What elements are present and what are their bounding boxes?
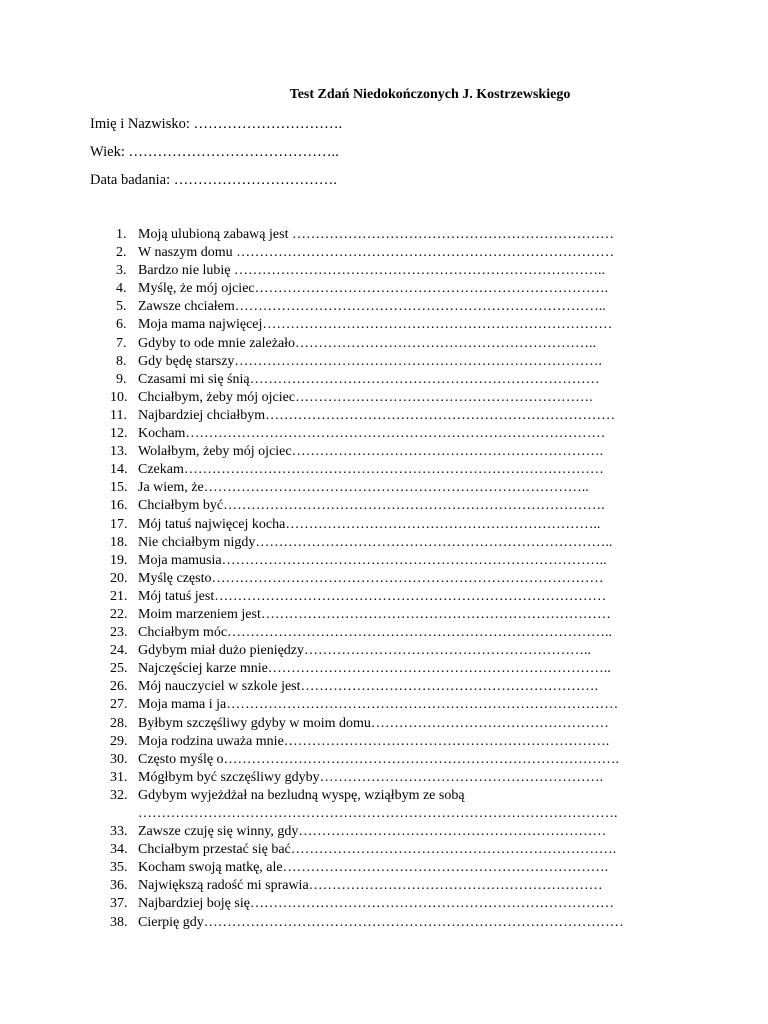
sentence-item <box>110 570 690 588</box>
sentence-number: 4. <box>116 281 127 297</box>
sentence-text: Nie chciałbym nigdy………………………………………………………………….. <box>138 534 613 550</box>
sentence-number: 35. <box>110 860 128 876</box>
sentence-text: Chciałbym być………………………………………………………………………. <box>138 498 605 514</box>
sentence-item <box>110 624 690 642</box>
document-title <box>0 86 768 104</box>
sentence-item <box>110 751 690 769</box>
sentence-text: Najczęściej karze mnie……………………………………………………………….. <box>138 661 611 677</box>
sentence-number: 36. <box>110 878 128 894</box>
sentence-text: Największą radość mi sprawia……………………………………………………… <box>138 878 603 894</box>
sentence-number: 17. <box>110 516 128 532</box>
sentence-item <box>110 914 690 932</box>
sentence-text: Chciałbym móc……………………………………………………………………….. <box>138 625 613 641</box>
sentence-text: Moja mama najwięcej………………………………………………………………… <box>138 317 613 333</box>
sentence-item <box>110 389 690 407</box>
sentence-text: Myślę często………………………………………………………………………… <box>138 570 604 586</box>
sentence-text: W naszym domu ……………………………………………………………………… <box>138 245 615 261</box>
sentence-number: 33. <box>110 824 128 840</box>
sentence-number: 26. <box>110 679 128 695</box>
sentence-text: Cierpię gdy……………………………………………………………………………… <box>138 914 624 930</box>
sentence-item <box>110 696 690 714</box>
document-title-text: Test Zdań Niedokończonych J. Kostrzewskiego <box>289 87 571 102</box>
sentence-text: Wolałbym, żeby mój ojciec…………………………………………………………. <box>138 444 604 460</box>
sentence-text: Byłbym szczęśliwy gdyby w moim domu…………………………………………… <box>138 715 609 731</box>
sentence-text: Moim marzeniem jest………………………………………………………………… <box>138 606 611 622</box>
sentence-number: 15. <box>110 480 128 496</box>
sentence-text: Chciałbym, żeby mój ojciec………………………………………………………. <box>138 389 593 405</box>
sentence-number: 6. <box>116 317 127 333</box>
sentence-number: 2. <box>116 245 127 261</box>
sentence-item <box>110 642 690 660</box>
sentence-item <box>110 787 690 805</box>
sentence-text: Gdybym miał dużo pieniędzy…………………………………………………….. <box>138 643 592 659</box>
sentence-item <box>110 479 690 497</box>
sentence-number: 19. <box>110 552 128 568</box>
sentence-number: 10. <box>110 389 128 405</box>
sentence-text: Moją ulubioną zabawą jest …………………………………………………………… <box>138 227 614 242</box>
sentence-number: 32. <box>110 787 128 803</box>
sentence-text: Moja mama i ja………………………………………………………………………… <box>138 697 619 713</box>
sentence-number: 25. <box>110 661 128 677</box>
sentence-number: 30. <box>110 751 128 767</box>
sentence-item <box>110 552 690 570</box>
sentence-number: 29. <box>110 733 128 749</box>
sentence-number: 34. <box>110 842 128 858</box>
sentence-item <box>110 280 690 298</box>
sentence-item <box>110 588 690 606</box>
sentence-number: 9. <box>116 371 127 387</box>
sentence-item <box>110 262 690 280</box>
sentence-item <box>110 534 690 552</box>
sentence-number: 31. <box>110 769 128 785</box>
age-field: Wiek: …………………………………….. <box>90 144 339 160</box>
sentence-number: 3. <box>116 263 127 279</box>
sentence-text: Mój tatuś jest………………………………………………………………………… <box>138 588 607 604</box>
sentence-continuation <box>110 805 690 823</box>
sentence-number: 24. <box>110 643 128 659</box>
sentence-text: Myślę, że mój ojciec…………………………………………………………………. <box>138 281 609 297</box>
sentence-text: Ja wiem, że……………………………………………………………………….. <box>138 480 589 496</box>
sentence-text: Zawsze chciałem…………………………………………………………………….. <box>138 299 606 315</box>
sentence-text: Bardzo nie lubię …………………………………………………………………….. <box>138 263 606 279</box>
sentence-text: Gdybym wyjeżdżał na bezludną wyspę, wziąłbym ze sobą <box>138 787 465 803</box>
sentence-text: Moja mamusia……………………………………………………………………….. <box>138 552 607 568</box>
sentence-item <box>110 244 690 262</box>
sentence-number: 21. <box>110 588 128 604</box>
sentence-text: Najbardziej chciałbym………………………………………………………………… <box>138 407 616 423</box>
sentence-text: Najbardziej boję się…………………………………………………………………… <box>138 896 614 912</box>
sentence-item <box>110 678 690 696</box>
sentence-text: Czekam……………………………………………………………………………… <box>138 462 604 478</box>
sentence-item <box>110 407 690 425</box>
sentence-number: 22. <box>110 606 128 622</box>
sentence-item <box>110 335 690 353</box>
sentence-text: Mój tatuś najwięcej kocha………………………………………………………….. <box>138 516 601 532</box>
sentence-item <box>110 298 690 316</box>
sentence-list <box>110 226 690 932</box>
sentence-number: 13. <box>110 444 128 460</box>
sentence-item <box>110 353 690 371</box>
sentence-item <box>110 371 690 389</box>
sentence-number: 7. <box>116 335 127 351</box>
sentence-number: 14. <box>110 462 128 478</box>
sentence-continuation-text: …………………………………………………………………………………………. <box>138 806 618 821</box>
sentence-number: 12. <box>110 426 128 442</box>
sentence-text: Gdyby to ode mnie zależało……………………………………………………….. <box>138 335 597 351</box>
sentence-text: Kocham swoją matkę, ale……………………………………………………………. <box>138 860 609 876</box>
sentence-item <box>110 443 690 461</box>
sentence-item <box>110 859 690 877</box>
sentence-item <box>110 715 690 733</box>
sentence-item <box>110 316 690 334</box>
sentence-text: Moja rodzina uważa mnie……………………………………………………………. <box>138 733 610 749</box>
sentence-item <box>110 841 690 859</box>
sentence-number: 11. <box>110 407 127 423</box>
date-field: Data badania: ……………………………. <box>90 172 337 188</box>
sentence-number: 28. <box>110 715 128 731</box>
sentence-text: Zawsze czuję się winny, gdy………………………………………………………… <box>138 824 607 840</box>
sentence-item <box>110 769 690 787</box>
sentence-text: Mój nauczyciel w szkole jest………………………………………………………. <box>138 679 599 695</box>
sentence-number: 8. <box>116 353 127 369</box>
sentence-number: 5. <box>116 299 127 315</box>
sentence-item <box>110 606 690 624</box>
sentence-number: 27. <box>110 697 128 713</box>
sentence-number: 1. <box>116 227 127 242</box>
sentence-number: 37. <box>110 896 128 912</box>
sentence-item <box>110 497 690 515</box>
sentence-text: Mógłbym być szczęśliwy gdyby……………………………………………………. <box>138 769 604 785</box>
sentence-item <box>110 425 690 443</box>
sentence-number: 16. <box>110 498 128 514</box>
sentence-number: 23. <box>110 625 128 641</box>
sentence-item <box>110 461 690 479</box>
sentence-item <box>110 823 690 841</box>
sentence-number: 18. <box>110 534 128 550</box>
sentence-text: Kocham……………………………………………………………………………… <box>138 426 606 442</box>
sentence-text: Gdy będę starszy……………………………………………………………………. <box>138 353 602 369</box>
sentence-item <box>110 516 690 534</box>
sentence-number: 38. <box>110 914 128 930</box>
sentence-item <box>110 660 690 678</box>
sentence-text: Często myślę o…………………………………………………………………………. <box>138 751 620 767</box>
sentence-item <box>110 877 690 895</box>
sentence-number: 20. <box>110 570 128 586</box>
sentence-text: Czasami mi się śnią………………………………………………………………… <box>138 371 600 387</box>
sentence-item <box>110 895 690 913</box>
name-field: Imię i Nazwisko: …………………………. <box>90 116 343 132</box>
sentence-item <box>110 733 690 751</box>
sentence-text: Chciałbym przestać się bać……………………………………………………………. <box>138 842 617 858</box>
sentence-item <box>110 226 690 244</box>
